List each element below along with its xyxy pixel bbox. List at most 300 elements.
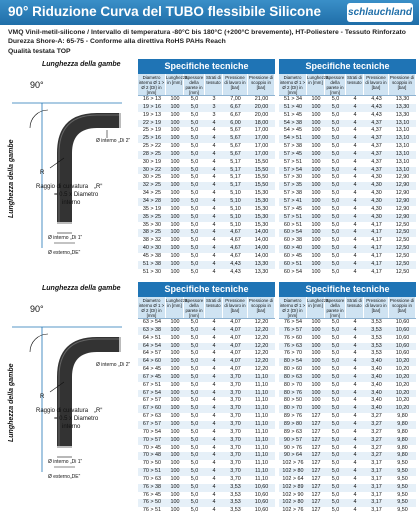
table-cell: 4 xyxy=(212,420,216,427)
table-cell: 5,0 xyxy=(190,499,199,506)
table-cell: 4 xyxy=(212,158,216,165)
table-cell: 4,43 xyxy=(371,96,382,102)
table-row xyxy=(138,397,275,405)
table-cell: 5,0 xyxy=(190,205,199,212)
table-cell: 4 xyxy=(212,166,216,173)
brand-logo[interactable]: schlauchland xyxy=(347,3,413,22)
table-cell: 11,10 xyxy=(254,405,269,412)
table-row xyxy=(279,358,416,366)
column-header: Lunghezza in [mm] xyxy=(166,74,184,95)
table-cell: 17,00 xyxy=(254,127,269,134)
leg-length-vertical-label: Lunghezza della gambe xyxy=(8,139,15,218)
table-cell: 12,20 xyxy=(254,342,269,349)
leg-length-label: Lunghezza della gambe xyxy=(42,285,121,292)
table-cell: 35 > 25 xyxy=(142,213,162,220)
table-cell: 7,00 xyxy=(230,96,241,102)
table-cell: 9,50 xyxy=(397,507,408,514)
table-cell: 100 xyxy=(311,342,321,349)
table-cell: 4,17 xyxy=(371,268,382,275)
radius-label: Raggio di curvatura xyxy=(36,408,89,414)
table-cell: 80 > 70 xyxy=(283,405,303,412)
table-row xyxy=(279,507,416,515)
table-cell: 5,0 xyxy=(190,135,199,142)
table-cell: 100 xyxy=(170,174,180,181)
table-row xyxy=(138,382,275,390)
table-row xyxy=(138,452,275,460)
table-cell: 100 xyxy=(170,213,180,220)
table-cell: 10,60 xyxy=(254,483,269,490)
table-cell: 45 > 38 xyxy=(142,252,162,259)
table-row xyxy=(138,343,275,351)
table-cell: 51 > 45 xyxy=(283,111,303,118)
table-cell: 13,10 xyxy=(395,143,410,150)
table-cell: 4 xyxy=(212,373,216,380)
table-cell: 4,07 xyxy=(230,342,241,349)
table-cell: 76 > 45 xyxy=(142,491,162,498)
table-cell: 100 xyxy=(311,158,321,165)
table-cell: 127 xyxy=(311,420,321,427)
table-cell: 5,0 xyxy=(331,468,340,475)
table-cell: 13,10 xyxy=(395,158,410,165)
table-row xyxy=(138,127,275,135)
table-cell: 4 xyxy=(353,166,357,173)
table-cell: 4 xyxy=(353,491,357,498)
table-cell: 3,70 xyxy=(230,373,241,380)
table-cell: 11,10 xyxy=(254,468,269,475)
column-header: Diametro interno Ø 1 > Ø 2 (DI) in [mm] xyxy=(279,298,306,318)
table-cell: 5,0 xyxy=(331,483,340,490)
table-cell: 5,0 xyxy=(331,260,340,267)
table-cell: 5,0 xyxy=(331,213,340,220)
table-cell: 67 > 51 xyxy=(142,381,162,388)
table-cell: 54 > 38 xyxy=(283,119,303,126)
table-cell: 32 > 25 xyxy=(142,182,162,189)
table-cell: 5,0 xyxy=(190,358,199,365)
table-cell: 100 xyxy=(311,268,321,275)
table-cell: 100 xyxy=(170,444,180,451)
table-cell: 4,37 xyxy=(371,127,382,134)
table-cell: 4 xyxy=(212,326,216,333)
table-cell: 4 xyxy=(353,342,357,349)
table-cell: 100 xyxy=(170,397,180,404)
table-cell: 4 xyxy=(353,260,357,267)
table-cell: 4 xyxy=(353,135,357,142)
table-cell: 3,53 xyxy=(230,491,241,498)
column-header: Pressione di lavoro in [bar] xyxy=(364,297,389,318)
table-cell: 35 > 30 xyxy=(142,221,162,228)
table-cell: 70 > 63 xyxy=(142,475,162,482)
table-cell: 5,0 xyxy=(190,468,199,475)
table-cell: 4 xyxy=(353,252,357,259)
table-row xyxy=(279,460,416,468)
table-row xyxy=(138,222,275,230)
table-cell: 5,0 xyxy=(331,119,340,126)
table-row xyxy=(279,229,416,237)
table-cell: 67 > 57 xyxy=(142,397,162,404)
table-row xyxy=(279,159,416,167)
table-cell: 3,27 xyxy=(371,413,382,420)
table-cell: 100 xyxy=(170,373,180,380)
table-cell: 4 xyxy=(353,213,357,220)
table-cell: 100 xyxy=(311,103,321,110)
table-cell: 4,30 xyxy=(371,213,382,220)
table-cell: 100 xyxy=(170,420,180,427)
table-cell: 5,0 xyxy=(331,405,340,412)
table-body xyxy=(138,96,275,276)
table-cell: 9,80 xyxy=(397,444,408,451)
table-row xyxy=(138,366,275,374)
table-cell: 4 xyxy=(212,119,216,126)
column-header: Pressione di lavoro in [bar] xyxy=(223,74,248,95)
table-cell: 100 xyxy=(311,397,321,404)
table-cell: 5,0 xyxy=(190,420,199,427)
table-cell: 35 > 19 xyxy=(142,205,162,212)
table-cell: 10,60 xyxy=(254,491,269,498)
table-cell: 70 > 45 xyxy=(142,444,162,451)
table-cell: 100 xyxy=(311,245,321,252)
table-cell: 4 xyxy=(212,205,216,212)
table-cell: 12,90 xyxy=(395,174,410,181)
table-cell: 5,0 xyxy=(190,182,199,189)
table-row xyxy=(279,143,416,151)
table-cell: 4 xyxy=(212,229,216,236)
table-cell: 4 xyxy=(212,135,216,142)
table-cell: 12,50 xyxy=(395,229,410,236)
table-row xyxy=(279,484,416,492)
table-cell: 4 xyxy=(353,205,357,212)
table-cell: 51 > 34 xyxy=(283,96,303,102)
table-row xyxy=(138,206,275,214)
table-row xyxy=(138,159,275,167)
table-cell: 100 xyxy=(311,237,321,244)
table-cell: 10,60 xyxy=(395,319,410,325)
table-cell: 13,10 xyxy=(395,166,410,173)
table-cell: 5,0 xyxy=(190,507,199,514)
table-cell: 4 xyxy=(353,358,357,365)
table-row xyxy=(138,437,275,445)
table-cell: 3,27 xyxy=(371,436,382,443)
table-cell: 3,70 xyxy=(230,428,241,435)
table-title: Specifiche tecniche xyxy=(279,59,416,74)
table-cell: 6,67 xyxy=(230,103,241,110)
table-row xyxy=(279,499,416,507)
table-cell: 3,70 xyxy=(230,420,241,427)
table-cell: 15,30 xyxy=(254,190,269,197)
table-cell: 19 > 16 xyxy=(142,103,162,110)
table-cell: 5,67 xyxy=(230,127,241,134)
table-cell: 127 xyxy=(311,499,321,506)
table-cell: 10,20 xyxy=(395,366,410,373)
table-cell: 51 > 40 xyxy=(283,103,303,110)
table-cell: 4 xyxy=(353,397,357,404)
table-cell: 100 xyxy=(170,405,180,412)
table-cell: 13,10 xyxy=(395,150,410,157)
table-cell: 127 xyxy=(311,483,321,490)
table-cell: 102 > 89 xyxy=(282,483,304,490)
table-cell: 34 > 28 xyxy=(142,197,162,204)
table-cell: 5,0 xyxy=(190,245,199,252)
table-cell: 76 > 50 xyxy=(142,499,162,506)
table-cell: 100 xyxy=(311,366,321,373)
table-cell: 4,30 xyxy=(371,190,382,197)
table-cell: 4 xyxy=(353,326,357,333)
table-body xyxy=(138,319,275,515)
table-cell: 100 xyxy=(170,190,180,197)
table-cell: 5,0 xyxy=(190,197,199,204)
table-cell: 4 xyxy=(353,405,357,412)
table-cell: 76 > 63 xyxy=(283,342,303,349)
table-cell: 100 xyxy=(170,103,180,110)
table-cell: 127 xyxy=(311,436,321,443)
table-cell: 5,0 xyxy=(331,182,340,189)
table-cell: 5,0 xyxy=(190,103,199,110)
angle-label: 90° xyxy=(30,304,44,314)
product-description xyxy=(8,28,413,56)
table-cell: 100 xyxy=(170,366,180,373)
table-cell: 3,70 xyxy=(230,468,241,475)
table-cell: 3,27 xyxy=(371,420,382,427)
table-cell: 4 xyxy=(212,428,216,435)
table-row xyxy=(138,476,275,484)
table-cell: 4,37 xyxy=(371,119,382,126)
table-cell: 12,20 xyxy=(254,366,269,373)
table-row xyxy=(279,476,416,484)
table-cell: 100 xyxy=(311,389,321,396)
radius-quote: „R“ xyxy=(94,408,103,414)
table-cell: 5,0 xyxy=(331,127,340,134)
table-cell: 5,0 xyxy=(190,158,199,165)
table-cell: 5,0 xyxy=(331,143,340,150)
table-cell: 13,30 xyxy=(254,260,269,267)
table-cell: 3 xyxy=(212,96,216,102)
table-cell: 4,67 xyxy=(230,229,241,236)
table-cell: 5,0 xyxy=(190,166,199,173)
table-cell: 51 > 38 xyxy=(142,260,162,267)
table-cell: 100 xyxy=(311,197,321,204)
table-cell: 100 xyxy=(170,428,180,435)
table-cell: 4 xyxy=(353,229,357,236)
table-cell: 67 > 57 xyxy=(142,420,162,427)
table-cell: 4 xyxy=(212,507,216,514)
table-cell: 100 xyxy=(311,221,321,228)
table-cell: 100 xyxy=(170,350,180,357)
table-cell: 3,40 xyxy=(371,358,382,365)
table-row xyxy=(138,261,275,269)
table-cell: 100 xyxy=(170,182,180,189)
table-cell: 4 xyxy=(212,268,216,275)
table-row xyxy=(138,335,275,343)
table-row xyxy=(138,421,275,429)
table-cell: 3,17 xyxy=(371,483,382,490)
table-cell: 9,80 xyxy=(397,436,408,443)
table-cell: 5,0 xyxy=(190,229,199,236)
table-cell: 100 xyxy=(170,413,180,420)
table-cell: 60 > 51 xyxy=(283,260,303,267)
table-cell: 76 > 60 xyxy=(283,334,303,341)
table-cell: 11,10 xyxy=(254,452,269,459)
table-cell: 13,10 xyxy=(395,119,410,126)
table-cell: 4 xyxy=(353,428,357,435)
table-cell: 5,0 xyxy=(190,436,199,443)
table-cell: 4 xyxy=(353,111,357,118)
table-cell: 100 xyxy=(170,460,180,467)
table-cell: 3,40 xyxy=(371,405,382,412)
table-cell: 54 > 45 xyxy=(283,127,303,134)
table-cell: 5,0 xyxy=(190,221,199,228)
table-cell: 3,27 xyxy=(371,452,382,459)
table-cell: 5,0 xyxy=(331,319,340,325)
table-cell: 57 > 54 xyxy=(283,166,303,173)
table-cell: 4,37 xyxy=(371,150,382,157)
table-cell: 80 > 76 xyxy=(283,389,303,396)
table-cell: 89 > 63 xyxy=(283,428,303,435)
table-cell: 30 > 19 xyxy=(142,158,162,165)
table-title: Specifiche tecniche xyxy=(138,59,275,74)
table-cell: 3,40 xyxy=(371,389,382,396)
table-header-row xyxy=(138,297,275,319)
table-cell: 4 xyxy=(353,444,357,451)
table-cell: 4 xyxy=(212,405,216,412)
description-line: Durezza Shore-A: 65-75 - Conforme alla direttiva RoHS PAHs Reach xyxy=(8,38,226,46)
table-cell: 3,70 xyxy=(230,389,241,396)
table-row xyxy=(138,190,275,198)
table-row xyxy=(138,253,275,261)
column-header: Lunghezza in [mm] xyxy=(166,297,184,318)
table-cell: 4 xyxy=(212,475,216,482)
table-cell: 5,0 xyxy=(331,381,340,388)
table-cell: 5,0 xyxy=(331,205,340,212)
table-cell: 30 > 25 xyxy=(142,174,162,181)
radius-formula-cont: interno xyxy=(62,200,81,206)
table-cell: 4 xyxy=(212,143,216,150)
table-cell: 76 > 70 xyxy=(283,350,303,357)
table-cell: 9,80 xyxy=(397,428,408,435)
table-cell: 76 > 38 xyxy=(142,483,162,490)
table-cell: 5,0 xyxy=(190,428,199,435)
table-cell: 9,80 xyxy=(397,413,408,420)
table-cell: 4 xyxy=(353,127,357,134)
column-header: Strati di tessuto xyxy=(346,297,364,318)
table-cell: 5,0 xyxy=(190,350,199,357)
table-row xyxy=(279,245,416,253)
table-cell: 11,10 xyxy=(254,389,269,396)
column-header: Pressione di scoppio in [bar] xyxy=(389,297,416,318)
table-cell: 5,0 xyxy=(190,483,199,490)
table-row xyxy=(279,445,416,453)
table-cell: 100 xyxy=(170,436,180,443)
leg-length-vertical-label: Lunghezza della gambe xyxy=(8,363,15,442)
table-cell: 100 xyxy=(311,319,321,325)
table-cell: 100 xyxy=(311,127,321,134)
table-cell: 25 > 22 xyxy=(142,143,162,150)
table-row xyxy=(138,174,275,182)
table-cell: 100 xyxy=(311,358,321,365)
table-cell: 54 > 51 xyxy=(283,135,303,142)
table-cell: 5,17 xyxy=(230,166,241,173)
table-cell: 100 xyxy=(170,143,180,150)
table-cell: 4 xyxy=(353,150,357,157)
table-row xyxy=(138,405,275,413)
table-cell: 3,70 xyxy=(230,413,241,420)
table-cell: 5,0 xyxy=(331,397,340,404)
table-cell: 4 xyxy=(212,350,216,357)
table-row xyxy=(138,484,275,492)
table-row xyxy=(279,96,416,104)
table-row xyxy=(138,429,275,437)
radius-quote: „R“ xyxy=(94,184,103,190)
outer-diameter-label: Ø esterno„DE“ xyxy=(48,474,81,480)
table-row xyxy=(279,343,416,351)
table-cell: 90 > 57 xyxy=(283,436,303,443)
table-row xyxy=(138,229,275,237)
table-cell: 76 > 51 xyxy=(142,507,162,514)
table-cell: 15,30 xyxy=(254,221,269,228)
table-cell: 3,70 xyxy=(230,452,241,459)
table-cell: 5,0 xyxy=(331,420,340,427)
table-row xyxy=(138,507,275,515)
table-cell: 127 xyxy=(311,444,321,451)
table-cell: 5,0 xyxy=(190,381,199,388)
column-header: Pressione di scoppio in [bar] xyxy=(389,74,416,95)
table-cell: 5,0 xyxy=(331,436,340,443)
table-cell: 64 > 60 xyxy=(142,358,162,365)
table-cell: 5,0 xyxy=(331,499,340,506)
table-cell: 4 xyxy=(353,507,357,514)
table-cell: 14,00 xyxy=(254,245,269,252)
table-cell: 4,07 xyxy=(230,334,241,341)
table-cell: 100 xyxy=(311,252,321,259)
table-cell: 5,0 xyxy=(190,174,199,181)
table-cell: 60 > 51 xyxy=(283,221,303,228)
table-cell: 100 xyxy=(170,468,180,475)
table-cell: 11,10 xyxy=(254,397,269,404)
table-cell: 9,50 xyxy=(397,491,408,498)
table-cell: 4 xyxy=(212,499,216,506)
table-cell: 63 > 38 xyxy=(142,326,162,333)
table-cell: 100 xyxy=(170,158,180,165)
table-cell: 14,00 xyxy=(254,237,269,244)
table-cell: 4,07 xyxy=(230,326,241,333)
table-cell: 100 xyxy=(170,452,180,459)
table-cell: 5,0 xyxy=(190,143,199,150)
table-cell: 4,37 xyxy=(371,143,382,150)
table-cell: 10,60 xyxy=(395,334,410,341)
table-cell: 100 xyxy=(170,221,180,228)
table-row xyxy=(279,182,416,190)
table-cell: 4 xyxy=(353,237,357,244)
table-cell: 70 > 54 xyxy=(142,428,162,435)
table-cell: 100 xyxy=(311,111,321,118)
table-cell: 11,10 xyxy=(254,381,269,388)
table-cell: 5,0 xyxy=(190,96,199,102)
table-cell: 11,10 xyxy=(254,460,269,467)
table-cell: 4,37 xyxy=(371,158,382,165)
table-cell: 127 xyxy=(311,475,321,482)
table-cell: 100 xyxy=(311,174,321,181)
table-row xyxy=(279,214,416,222)
column-header: Pressione di lavoro in [bar] xyxy=(223,297,248,318)
table-cell: 3 xyxy=(212,103,216,110)
table-cell: 67 > 63 xyxy=(142,413,162,420)
table-cell: 4 xyxy=(212,221,216,228)
table-cell: 100 xyxy=(170,342,180,349)
table-cell: 102 > 90 xyxy=(282,491,304,498)
table-cell: 67 > 54 xyxy=(142,389,162,396)
inner-diameter-1-label: Ø interno „Di 1“ xyxy=(48,459,83,465)
outer-diameter-label: Ø esterno„DE“ xyxy=(48,250,81,256)
table-cell: 90 > 64 xyxy=(283,452,303,459)
table-cell: 100 xyxy=(170,381,180,388)
